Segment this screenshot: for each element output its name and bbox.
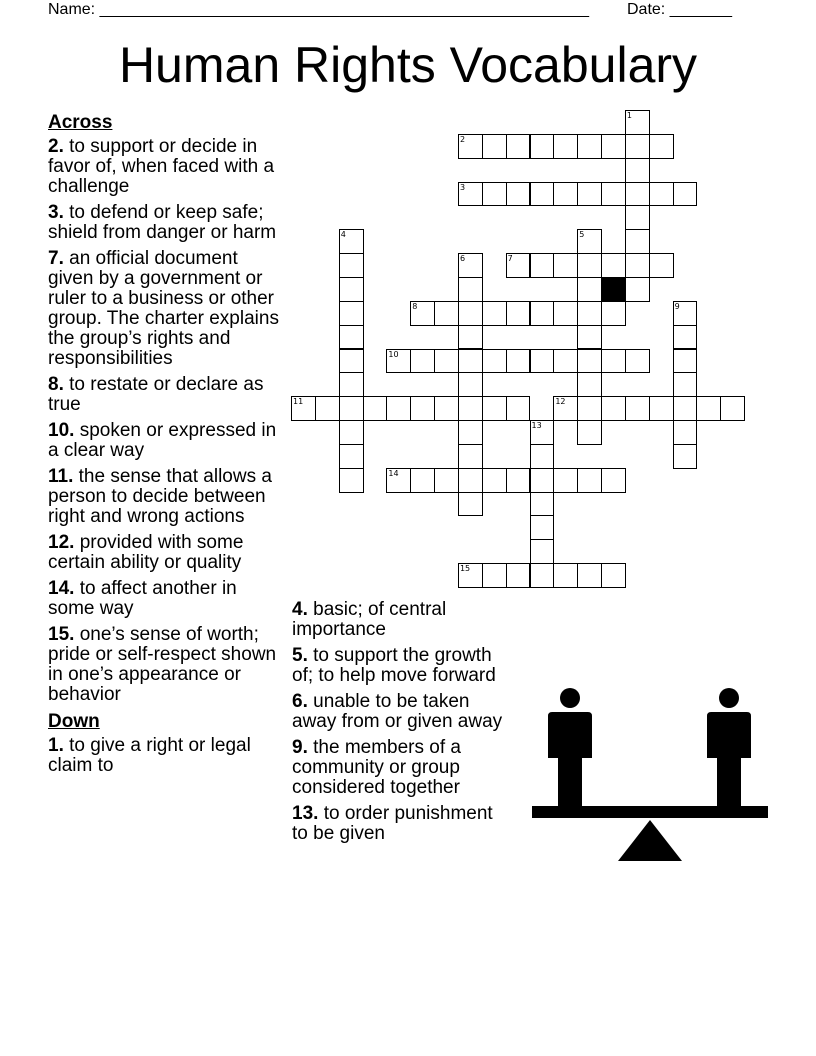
grid-cell[interactable] <box>458 349 483 374</box>
grid-cell[interactable] <box>458 492 483 517</box>
down-clue-list-continued <box>292 600 512 844</box>
grid-cell[interactable] <box>530 468 555 493</box>
grid-cell[interactable] <box>386 349 411 374</box>
cell-number: 11 <box>293 397 304 407</box>
grid-cell[interactable] <box>434 396 459 421</box>
grid-cell[interactable] <box>601 349 626 374</box>
grid-cell[interactable] <box>625 205 650 230</box>
clue-number: 7. <box>48 248 64 269</box>
grid-cell[interactable] <box>530 134 555 159</box>
grid-cell[interactable] <box>577 396 602 421</box>
grid-cell[interactable] <box>339 277 364 302</box>
clue-item <box>48 203 284 243</box>
clue-text: the sense that allows a person to decide between right and wrong actions <box>48 466 272 527</box>
grid-cell[interactable] <box>530 420 555 445</box>
cell-number: 4 <box>340 230 346 240</box>
grid-cell[interactable] <box>601 134 626 159</box>
grid-cell[interactable] <box>577 420 602 445</box>
clue-text: to restate or declare as true <box>48 374 264 415</box>
grid-cell[interactable] <box>339 372 364 397</box>
grid-cell[interactable] <box>458 325 483 350</box>
down-clue-list <box>48 736 284 776</box>
grid-cell[interactable] <box>482 563 507 588</box>
grid-cell[interactable] <box>506 301 531 326</box>
cell-number: 3 <box>459 182 466 192</box>
date-field[interactable]: Date: _______ <box>627 1 732 18</box>
clue-text: one’s sense of worth; pride or self-respect shown in one’s appearance or behavior <box>48 624 277 705</box>
grid-cell[interactable] <box>553 468 578 493</box>
grid-cell[interactable] <box>673 396 698 421</box>
grid-cell[interactable] <box>506 563 531 588</box>
grid-cell-blocked <box>601 277 626 302</box>
grid-cell[interactable] <box>553 349 578 374</box>
grid-cell[interactable] <box>458 563 483 588</box>
grid-cell[interactable] <box>649 253 674 278</box>
grid-cell[interactable] <box>625 158 650 183</box>
name-field[interactable]: Name: _______________________________________________________ <box>48 1 589 18</box>
clue-text: an official document given by a government or ruler to a business or other group. The charter explains the group’s rights and responsibilities <box>48 248 279 369</box>
cell-number: 8 <box>412 301 418 311</box>
grid-cell[interactable] <box>339 444 364 469</box>
grid-cell[interactable] <box>458 420 483 445</box>
grid-cell[interactable] <box>386 396 411 421</box>
grid-cell[interactable] <box>339 301 364 326</box>
grid-cell[interactable] <box>673 349 698 374</box>
clue-text: to affect another in some way <box>48 578 237 619</box>
grid-cell[interactable] <box>577 468 602 493</box>
left-figure-body-icon <box>548 712 592 806</box>
clue-number: 9. <box>292 737 308 758</box>
clues-column-middle <box>292 600 512 850</box>
cell-number: 14 <box>388 468 399 478</box>
grid-cell[interactable] <box>673 420 698 445</box>
grid-cell[interactable] <box>339 349 364 374</box>
grid-cell[interactable] <box>577 253 602 278</box>
grid-cell[interactable] <box>720 396 745 421</box>
grid-cell[interactable] <box>601 396 626 421</box>
grid-cell[interactable] <box>458 396 483 421</box>
grid-cell[interactable] <box>482 349 507 374</box>
clue-number: 2. <box>48 136 64 157</box>
clue-item <box>292 738 512 798</box>
cell-number: 7 <box>507 254 513 264</box>
clue-item <box>292 600 512 640</box>
grid-cell[interactable] <box>625 396 650 421</box>
grid-cell[interactable] <box>625 182 650 207</box>
grid-cell[interactable] <box>553 563 578 588</box>
grid-cell[interactable] <box>530 492 555 517</box>
clue-item <box>48 421 284 461</box>
clue-text: to support the growth of; to help move forward <box>292 645 496 686</box>
grid-cell[interactable] <box>649 134 674 159</box>
grid-cell[interactable] <box>339 396 364 421</box>
left-figure-head-icon <box>560 688 580 708</box>
grid-cell[interactable] <box>553 182 578 207</box>
clue-text: unable to be taken away from or given away <box>292 691 503 732</box>
grid-cell[interactable] <box>553 396 578 421</box>
grid-cell[interactable] <box>339 253 364 278</box>
grid-cell[interactable] <box>625 134 650 159</box>
grid-cell[interactable] <box>458 444 483 469</box>
clue-text: basic; of central importance <box>292 599 447 640</box>
right-figure-body-icon <box>707 712 751 806</box>
grid-cell[interactable] <box>530 515 555 540</box>
cell-number: 5 <box>579 230 585 240</box>
grid-cell[interactable] <box>291 396 316 421</box>
clue-item <box>292 804 512 844</box>
grid-cell[interactable] <box>625 277 650 302</box>
clue-number: 13. <box>292 803 319 824</box>
grid-cell[interactable] <box>625 229 650 254</box>
clues-column-left <box>48 112 284 782</box>
grid-cell[interactable] <box>673 444 698 469</box>
grid-cell[interactable] <box>506 253 531 278</box>
fulcrum-triangle-icon <box>618 820 682 861</box>
grid-cell[interactable] <box>410 396 435 421</box>
clue-number: 5. <box>292 645 308 666</box>
grid-cell[interactable] <box>577 563 602 588</box>
grid-cell[interactable] <box>577 301 602 326</box>
cell-number: 9 <box>674 301 680 311</box>
grid-cell[interactable] <box>673 301 698 326</box>
grid-cell[interactable] <box>506 134 531 159</box>
seesaw-plank-icon <box>532 806 768 818</box>
grid-cell[interactable] <box>530 301 555 326</box>
cell-number: 13 <box>531 421 542 431</box>
grid-cell[interactable] <box>339 468 364 493</box>
grid-cell[interactable] <box>458 372 483 397</box>
clue-text: to order punishment to be given <box>292 803 493 844</box>
grid-cell[interactable] <box>577 372 602 397</box>
grid-cell[interactable] <box>649 396 674 421</box>
grid-cell[interactable] <box>506 468 531 493</box>
clue-number: 15. <box>48 624 75 645</box>
grid-cell[interactable] <box>458 134 483 159</box>
grid-cell[interactable] <box>339 420 364 445</box>
grid-cell[interactable] <box>434 301 459 326</box>
grid-cell[interactable] <box>410 349 435 374</box>
down-heading: Down <box>48 711 100 732</box>
grid-cell[interactable] <box>601 253 626 278</box>
grid-cell[interactable] <box>696 396 721 421</box>
grid-cell[interactable] <box>673 182 698 207</box>
clue-number: 6. <box>292 691 308 712</box>
clue-number: 4. <box>292 599 308 620</box>
clue-number: 11. <box>48 466 74 487</box>
grid-cell[interactable] <box>458 253 483 278</box>
grid-cell[interactable] <box>601 182 626 207</box>
clue-item <box>48 249 284 369</box>
clue-item <box>48 625 284 705</box>
grid-cell[interactable] <box>315 396 340 421</box>
grid-cell[interactable] <box>434 468 459 493</box>
clue-number: 8. <box>48 374 64 395</box>
grid-cell[interactable] <box>482 468 507 493</box>
clue-item <box>292 646 512 686</box>
grid-cell[interactable] <box>649 182 674 207</box>
cell-number: 1 <box>626 111 632 120</box>
grid-cell[interactable] <box>482 396 507 421</box>
grid-cell[interactable] <box>530 349 555 374</box>
grid-cell[interactable] <box>410 468 435 493</box>
clue-number: 10. <box>48 420 75 441</box>
cell-number: 15 <box>459 564 471 574</box>
grid-cell[interactable] <box>577 134 602 159</box>
grid-cell[interactable] <box>530 253 555 278</box>
clue-item <box>48 533 284 573</box>
clue-item <box>48 579 284 619</box>
grid-cell[interactable] <box>458 277 483 302</box>
grid-cell[interactable] <box>625 110 650 135</box>
grid-cell[interactable] <box>363 396 388 421</box>
grid-cell[interactable] <box>530 563 555 588</box>
grid-cell[interactable] <box>577 325 602 350</box>
grid-cell[interactable] <box>530 182 555 207</box>
grid-cell[interactable] <box>386 468 411 493</box>
grid-cell[interactable] <box>625 349 650 374</box>
clue-text: to support or decide in favor of, when faced with a challenge <box>48 136 275 197</box>
grid-cell[interactable] <box>577 277 602 302</box>
clue-text: spoken or expressed in a clear way <box>48 420 277 461</box>
grid-cell[interactable] <box>339 229 364 254</box>
clue-item <box>48 137 284 197</box>
grid-cell[interactable] <box>434 349 459 374</box>
clue-number: 12. <box>48 532 75 553</box>
grid-cell[interactable] <box>673 325 698 350</box>
across-clue-list <box>48 137 284 705</box>
grid-cell[interactable] <box>553 301 578 326</box>
grid-cell[interactable] <box>577 229 602 254</box>
grid-cell[interactable] <box>458 182 483 207</box>
clue-item <box>48 467 284 527</box>
clue-item <box>292 692 512 732</box>
grid-cell[interactable] <box>506 182 531 207</box>
grid-cell[interactable] <box>482 134 507 159</box>
grid-cell[interactable] <box>673 372 698 397</box>
clue-text: provided with some certain ability or quality <box>48 532 244 573</box>
grid-cell[interactable] <box>577 349 602 374</box>
grid-cell[interactable] <box>577 182 602 207</box>
grid-cell[interactable] <box>506 349 531 374</box>
grid-cell[interactable] <box>601 563 626 588</box>
grid-cell[interactable] <box>601 301 626 326</box>
clue-item <box>48 736 284 776</box>
cell-number: 10 <box>388 349 399 359</box>
grid-cell[interactable] <box>553 253 578 278</box>
grid-cell[interactable] <box>553 134 578 159</box>
grid-cell[interactable] <box>625 253 650 278</box>
clue-item <box>48 375 284 415</box>
grid-cell[interactable] <box>339 325 364 350</box>
grid-cell[interactable] <box>506 396 531 421</box>
clue-number: 3. <box>48 202 64 223</box>
across-heading: Across <box>48 112 113 133</box>
grid-cell[interactable] <box>530 539 555 564</box>
clue-text: to give a right or legal claim to <box>48 735 251 776</box>
balance-seesaw-figures-icon <box>530 686 770 866</box>
clue-text: to defend or keep safe; shield from danger or harm <box>48 202 277 243</box>
clue-number: 14. <box>48 578 75 599</box>
grid-cell[interactable] <box>458 468 483 493</box>
grid-cell[interactable] <box>410 301 435 326</box>
clue-text: the members of a community or group considered together <box>292 737 461 798</box>
clue-number: 1. <box>48 735 64 756</box>
cell-number: 12 <box>555 397 566 407</box>
grid-cell[interactable] <box>482 182 507 207</box>
grid-cell[interactable] <box>458 301 483 326</box>
cell-number: 2 <box>459 134 466 144</box>
grid-cell[interactable] <box>482 301 507 326</box>
right-figure-head-icon <box>719 688 739 708</box>
cell-number: 6 <box>459 254 466 264</box>
grid-cell[interactable] <box>601 468 626 493</box>
grid-cell[interactable] <box>530 444 555 469</box>
page-title: Human Rights Vocabulary <box>118 37 698 93</box>
